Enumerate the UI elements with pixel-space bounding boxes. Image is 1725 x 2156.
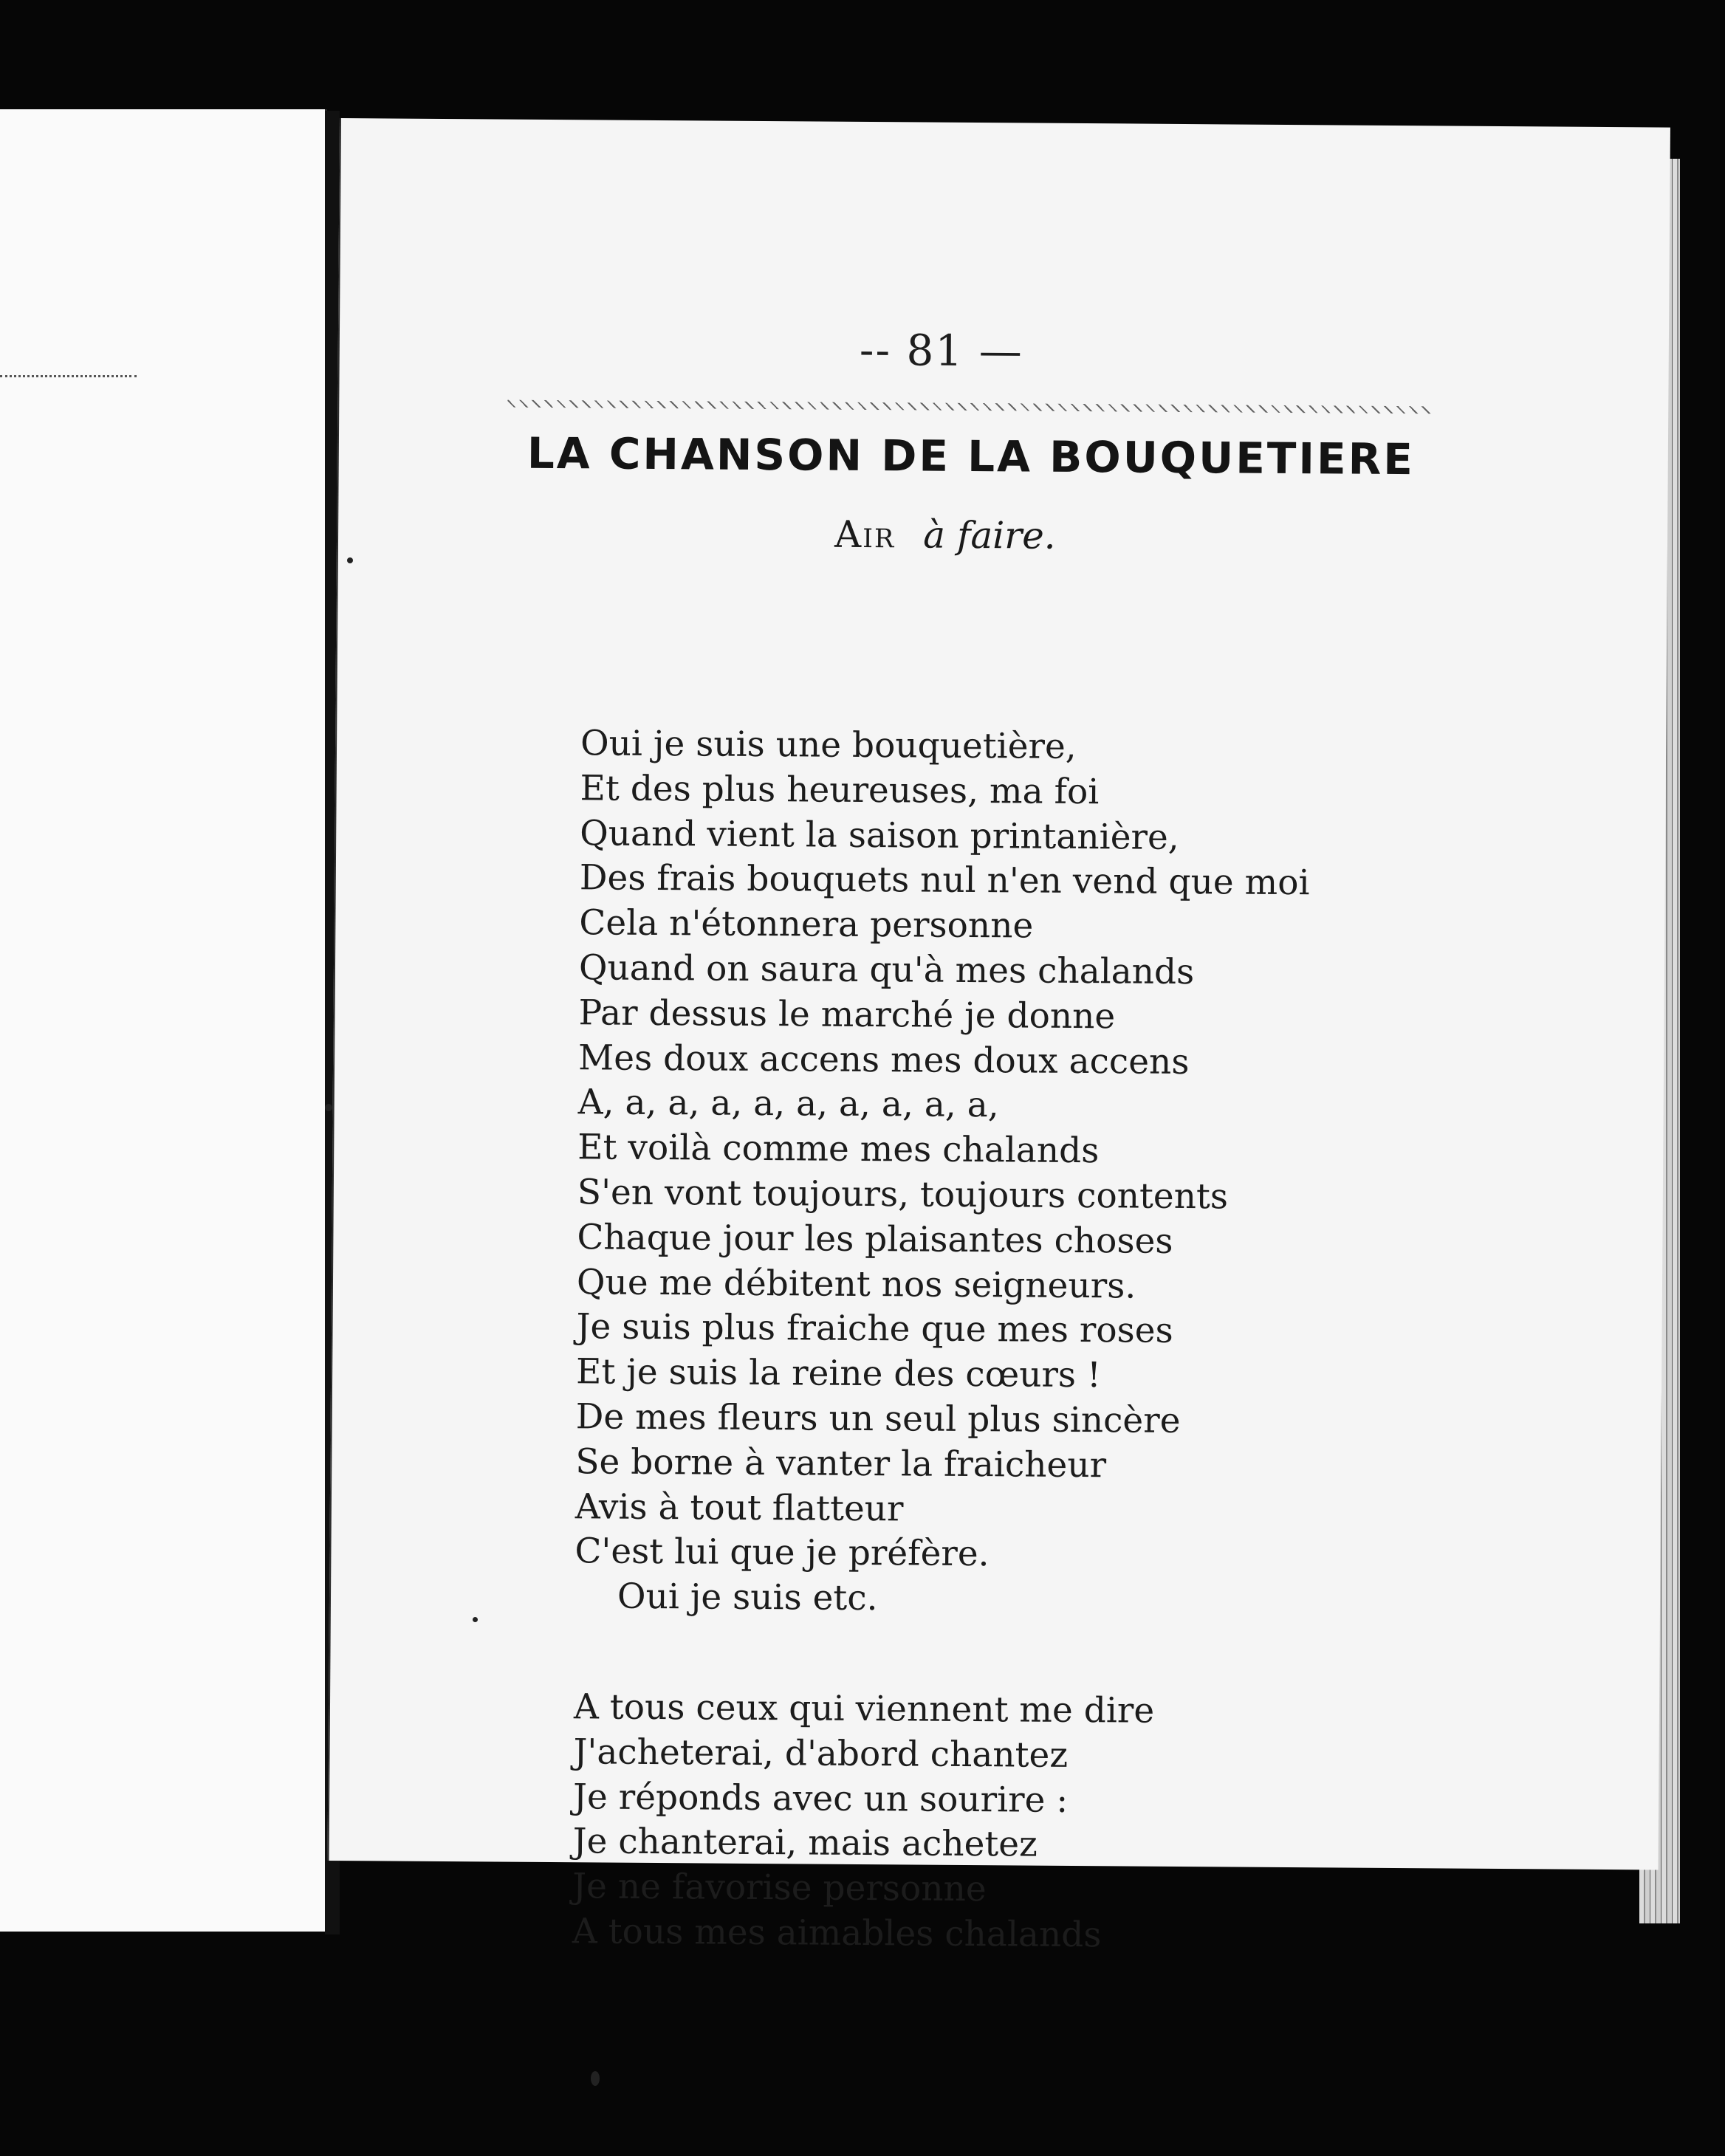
verse-line: Quand on saura qu'à mes chalands [578,947,1195,993]
left-page [0,109,327,1932]
verse-line: S'en vont toujours, toujours contents [577,1172,1229,1218]
verse-line: Cela n'étonnera personne [579,902,1034,947]
song-title: LA CHANSON DE LA BOUQUETIERE [527,428,1416,485]
scan-speck [591,2071,600,2086]
verse-line: Que me débitent nos seigneurs. [576,1261,1136,1307]
verse-line: Je suis plus fraiche que mes roses [576,1306,1173,1352]
verse-line: Oui je suis une bouquetière, [580,723,1077,767]
verse-line: Par dessus le marché je donne [578,992,1116,1037]
scan-speck [347,557,353,563]
verse-line: Chaque jour les plaisantes choses [577,1217,1173,1262]
verse-line: Se borne à vanter la fraicheur [575,1441,1107,1486]
verse-line: Avis à tout flatteur [575,1486,904,1529]
right-page [328,118,1670,1956]
verse-line: Je réponds avec un sourire : [572,1776,1069,1821]
verse-line: De mes fleurs un seul plus sincère [575,1396,1181,1441]
air-line [834,513,1056,557]
verse-line: Mes doux accens mes doux accens [577,1037,1190,1082]
stanza-2 [572,1685,1313,1960]
air-value: à faire. [923,513,1056,557]
verse-line: Des frais bouquets nul n'en vend que moi [579,857,1310,904]
verse-line: Quand vient la saison printanière, [580,812,1179,858]
verse-line: A, a, a, a, a, a, a, a, a, a, [577,1082,999,1126]
verse-line: Je chanterai, mais achetez [572,1821,1038,1866]
verse-line: Et je suis la reine des cœurs ! [575,1351,1102,1396]
stanza-1 [575,721,1319,1624]
verse-line: J'acheterai, d'abord chantez [573,1731,1069,1776]
verse-line: A tous ceux qui viennent me dire [573,1686,1155,1731]
verse-line: C'est lui que je préfère. [575,1531,990,1575]
verse-line: Et des plus heureuses, ma foi [580,768,1100,812]
scan-speck [473,1617,478,1622]
scan-speck [325,1104,332,1111]
verse-line: Et voilà comme mes chalands [577,1127,1100,1172]
left-page-rule [0,375,137,377]
decorative-rule [507,400,1430,414]
air-label: Air [834,512,896,557]
refrain-line: Oui je suis etc. [617,1576,878,1619]
page-number: -- 81 — [859,324,1023,377]
verse-line: A tous mes aimables chalands [572,1911,1102,1956]
verse-line: Je ne favorise personne [572,1866,987,1910]
